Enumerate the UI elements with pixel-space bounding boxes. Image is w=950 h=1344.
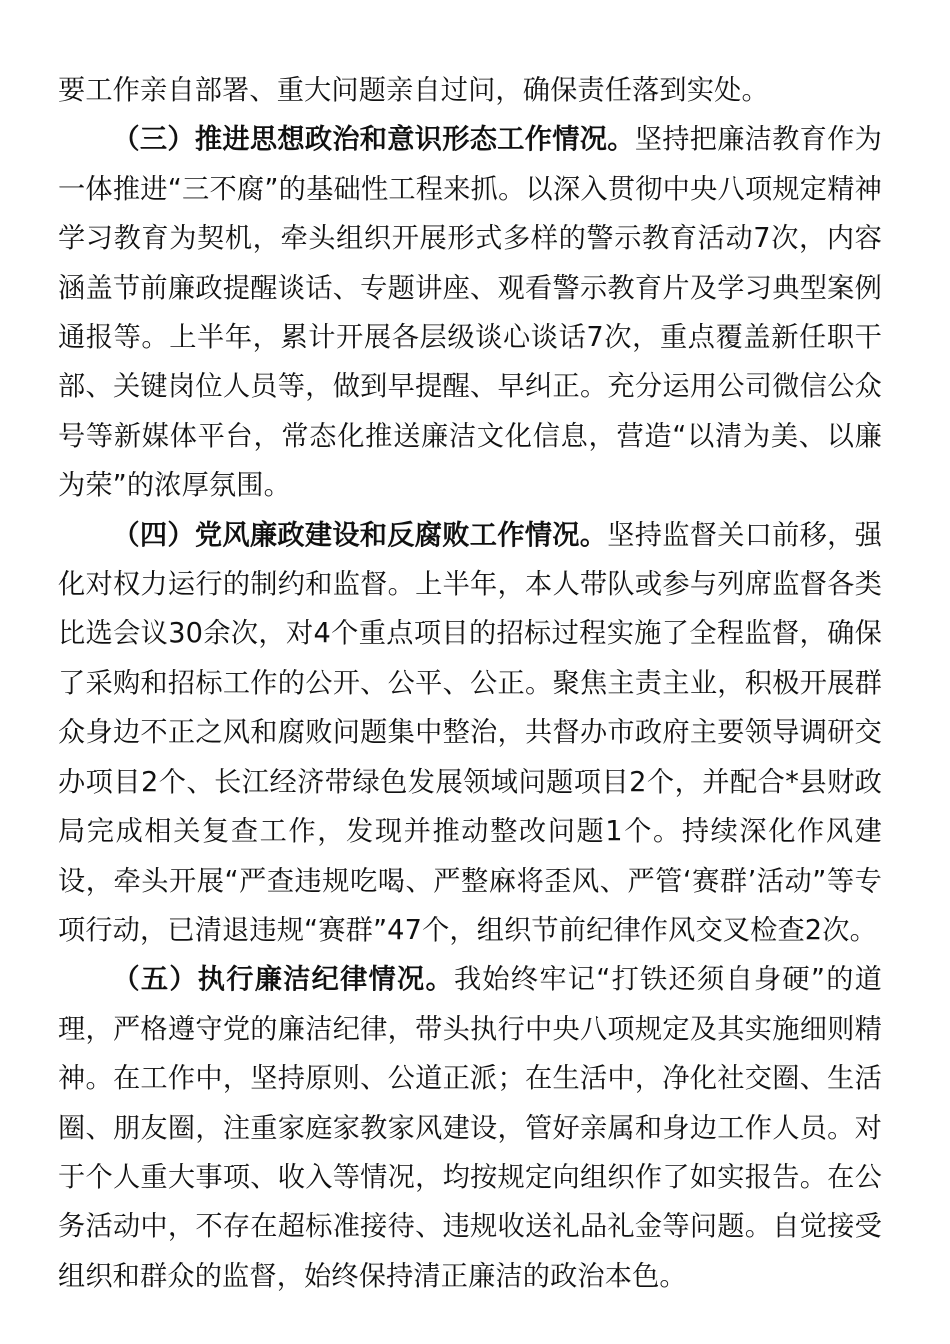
- paragraph-body: 坚持监督关口前移，强化对权力运行的制约和监督。上半年，本人带队或参与列席监督各类比选会议30余次，对4个重点项目的招标过程实施了全程监督，确保了采购和招标工作的公开、公平、公正。聚焦主责主业，积极开展群众身边不正之风和腐败问题集中整治，共督办市政府主要领导调研交办项目2个、长江经济带绿色发展领域问题项目2个，并配合*县财政局完成相关复查工作，发现并推动整改问题1个。持续深化作风建设，牵头开展“严查违规吃喝、严整麻将歪风、严管‘赛群’活动”等专项行动，已清退违规“赛群”47个，组织节前纪律作风交叉检查2次。: [58, 519, 882, 946]
- paragraph-body: 坚持把廉洁教育作为一体推进“三不腐”的基础性工程来抓。以深入贯彻中央八项规定精神学习教育为契机，牵头组织开展形式多样的警示教育活动7次，内容涵盖节前廉政提醒谈话、专题讲座、观看警示教育片及学习典型案例通报等。上半年，累计开展各层级谈心谈话7次，重点覆盖新任职干部、关键岗位人员等，做到早提醒、早纠正。充分运用公司微信公众号等新媒体平台，常态化推送廉洁文化信息，营造“以清为美、以廉为荣”的浓厚氛围。: [58, 124, 882, 502]
- paragraph-body: 我始终牢记“打铁还须自身硬”的道理，严格遵守党的廉洁纪律，带头执行中央八项规定及其实施细则精神。在工作中，坚持原则、公道正派；在生活中，净化社交圈、生活圈、朋友圈，注重家庭家教家风建设，管好亲属和身边工作人员。对于个人重大事项、收入等情况，均按规定向组织作了如实报告。在公务活动中，不存在超标准接待、违规收送礼品礼金等问题。自觉接受组织和群众的监督，始终保持清正廉洁的政治本色。: [58, 964, 882, 1292]
- paragraph-section-3: [58, 115, 882, 510]
- paragraph-section-4: [58, 511, 882, 956]
- paragraph-continuation: [58, 66, 882, 115]
- paragraph-section-5: [58, 955, 882, 1301]
- section-heading: （四）党风廉政建设和反腐败工作情况。: [112, 519, 608, 551]
- section-heading: （三）推进思想政治和意识形态工作情况。: [112, 124, 635, 156]
- section-heading: （五）执行廉洁纪律情况。: [112, 964, 454, 996]
- paragraph-body: 要工作亲自部署、重大问题亲自过问，确保责任落到实处。: [58, 75, 769, 106]
